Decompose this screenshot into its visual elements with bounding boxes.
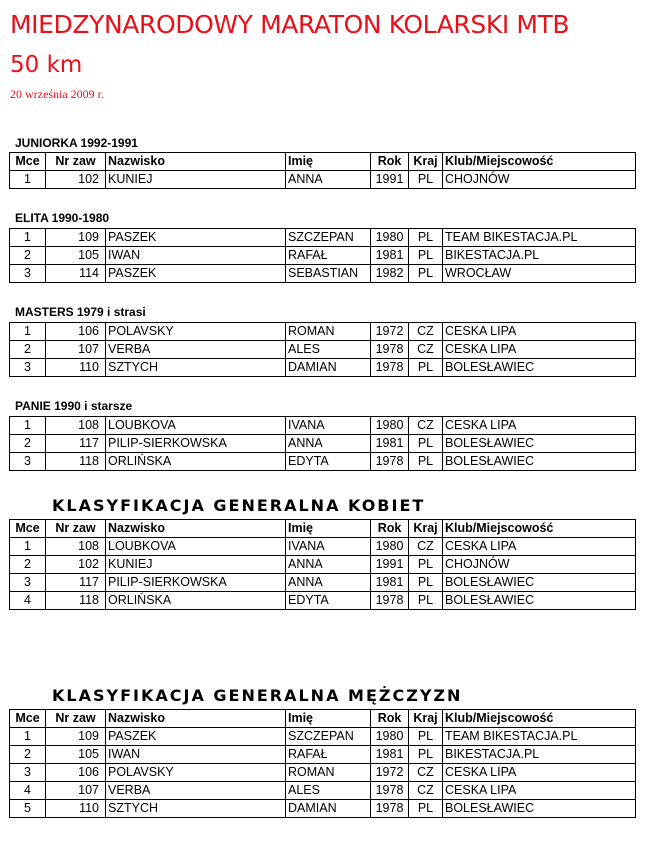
cell-country: PL <box>409 265 443 283</box>
cell-year: 1978 <box>371 800 409 818</box>
cell-first-name: SZCZEPAN <box>286 229 371 247</box>
cell-place: 1 <box>10 728 46 746</box>
cell-first-name: ALES <box>286 341 371 359</box>
cell-year: 1991 <box>371 171 409 189</box>
cell-club: BOLESŁAWIEC <box>443 592 636 610</box>
table-row <box>10 359 636 377</box>
cell-year: 1981 <box>371 247 409 265</box>
cell-year: 1991 <box>371 556 409 574</box>
cell-year: 1981 <box>371 574 409 592</box>
cell-first-name: IVANA <box>286 417 371 435</box>
table-header-row <box>10 153 636 171</box>
cell-first-name: ROMAN <box>286 323 371 341</box>
cell-surname: PILIP-SIERKOWSKA <box>106 574 286 592</box>
cell-club: CESKA LIPA <box>443 538 636 556</box>
cell-country: PL <box>409 728 443 746</box>
cell-club: WROCŁAW <box>443 265 636 283</box>
cell-surname: PASZEK <box>106 728 286 746</box>
column-header-year: Rok <box>371 710 409 728</box>
column-header-first-name: Imię <box>286 710 371 728</box>
section-caption-general-men: KLASYFIKACJA GENERALNA MĘŻCZYZN <box>52 686 463 705</box>
table-row <box>10 800 636 818</box>
cell-first-name: DAMIAN <box>286 800 371 818</box>
cell-first-name: RAFAŁ <box>286 746 371 764</box>
cell-number: 106 <box>46 764 106 782</box>
cell-place: 1 <box>10 417 46 435</box>
cell-place: 2 <box>10 556 46 574</box>
cell-club: TEAM BIKESTACJA.PL <box>443 728 636 746</box>
cell-number: 105 <box>46 746 106 764</box>
cell-country: PL <box>409 574 443 592</box>
column-header-place: Mce <box>10 153 46 171</box>
race-date: 20 września 2009 r. <box>10 87 104 101</box>
table-row <box>10 323 636 341</box>
column-header-number: Nr zaw <box>46 710 106 728</box>
results-table-masters <box>9 322 636 377</box>
cell-place: 4 <box>10 592 46 610</box>
cell-first-name: EDYTA <box>286 453 371 471</box>
table-header-row <box>10 520 636 538</box>
cell-club: CHOJNÓW <box>443 171 636 189</box>
cell-year: 1980 <box>371 229 409 247</box>
column-header-country: Kraj <box>409 520 443 538</box>
cell-number: 102 <box>46 171 106 189</box>
cell-place: 1 <box>10 323 46 341</box>
cell-year: 1980 <box>371 728 409 746</box>
cell-year: 1980 <box>371 417 409 435</box>
cell-country: CZ <box>409 782 443 800</box>
cell-club: TEAM BIKESTACJA.PL <box>443 229 636 247</box>
cell-surname: KUNIEJ <box>106 556 286 574</box>
results-table-general-men <box>9 709 636 818</box>
cell-country: PL <box>409 746 443 764</box>
table-row <box>10 782 636 800</box>
page-title: MIEDZYNARODOWY MARATON KOLARSKI MTB <box>10 10 570 39</box>
cell-number: 109 <box>46 728 106 746</box>
table-row <box>10 746 636 764</box>
column-header-year: Rok <box>371 153 409 171</box>
cell-club: BOLESŁAWIEC <box>443 574 636 592</box>
table-row <box>10 229 636 247</box>
cell-year: 1981 <box>371 746 409 764</box>
column-header-surname: Nazwisko <box>106 153 286 171</box>
column-header-place: Mce <box>10 710 46 728</box>
cell-place: 3 <box>10 574 46 592</box>
section-caption-elita: ELITA 1990-1980 <box>15 211 110 225</box>
cell-surname: POLAVSKY <box>106 764 286 782</box>
cell-year: 1978 <box>371 341 409 359</box>
cell-number: 117 <box>46 435 106 453</box>
cell-club: BOLESŁAWIEC <box>443 435 636 453</box>
cell-place: 2 <box>10 435 46 453</box>
table-row <box>10 728 636 746</box>
cell-number: 102 <box>46 556 106 574</box>
cell-surname: POLAVSKY <box>106 323 286 341</box>
cell-surname: PASZEK <box>106 229 286 247</box>
cell-country: PL <box>409 556 443 574</box>
cell-surname: LOUBKOVA <box>106 417 286 435</box>
column-header-club: Klub/Miejscowość <box>443 153 636 171</box>
column-header-year: Rok <box>371 520 409 538</box>
table-header-row <box>10 710 636 728</box>
race-distance: 50 km <box>10 52 83 78</box>
cell-country: PL <box>409 453 443 471</box>
cell-place: 2 <box>10 341 46 359</box>
results-table-panie <box>9 416 636 471</box>
cell-club: CHOJNÓW <box>443 556 636 574</box>
table-row <box>10 171 636 189</box>
cell-country: PL <box>409 171 443 189</box>
cell-place: 5 <box>10 800 46 818</box>
cell-surname: VERBA <box>106 782 286 800</box>
cell-year: 1982 <box>371 265 409 283</box>
cell-club: BIKESTACJA.PL <box>443 247 636 265</box>
cell-first-name: SZCZEPAN <box>286 728 371 746</box>
table-row <box>10 417 636 435</box>
cell-surname: IWAN <box>106 247 286 265</box>
column-header-surname: Nazwisko <box>106 520 286 538</box>
cell-first-name: SEBASTIAN <box>286 265 371 283</box>
column-header-surname: Nazwisko <box>106 710 286 728</box>
cell-number: 108 <box>46 538 106 556</box>
cell-club: CESKA LIPA <box>443 764 636 782</box>
cell-country: CZ <box>409 538 443 556</box>
cell-club: CESKA LIPA <box>443 323 636 341</box>
cell-club: BOLESŁAWIEC <box>443 800 636 818</box>
cell-country: PL <box>409 435 443 453</box>
cell-country: PL <box>409 359 443 377</box>
column-header-first-name: Imię <box>286 153 371 171</box>
cell-year: 1978 <box>371 782 409 800</box>
table-row <box>10 435 636 453</box>
cell-surname: VERBA <box>106 341 286 359</box>
cell-year: 1978 <box>371 359 409 377</box>
column-header-country: Kraj <box>409 153 443 171</box>
cell-surname: SZTYCH <box>106 359 286 377</box>
cell-number: 118 <box>46 453 106 471</box>
cell-first-name: ANNA <box>286 556 371 574</box>
cell-number: 107 <box>46 782 106 800</box>
cell-number: 105 <box>46 247 106 265</box>
cell-surname: IWAN <box>106 746 286 764</box>
table-row <box>10 556 636 574</box>
cell-number: 109 <box>46 229 106 247</box>
results-table-elita <box>9 228 636 283</box>
cell-place: 2 <box>10 247 46 265</box>
cell-club: CESKA LIPA <box>443 782 636 800</box>
results-table-juniorka <box>9 152 636 189</box>
cell-place: 1 <box>10 229 46 247</box>
cell-surname: KUNIEJ <box>106 171 286 189</box>
cell-country: PL <box>409 592 443 610</box>
cell-surname: SZTYCH <box>106 800 286 818</box>
cell-surname: LOUBKOVA <box>106 538 286 556</box>
section-caption-masters: MASTERS 1979 i strasi <box>15 305 146 319</box>
cell-club: CESKA LIPA <box>443 341 636 359</box>
cell-year: 1972 <box>371 323 409 341</box>
table-row <box>10 538 636 556</box>
cell-number: 107 <box>46 341 106 359</box>
cell-first-name: ANNA <box>286 171 371 189</box>
cell-place: 3 <box>10 359 46 377</box>
cell-year: 1972 <box>371 764 409 782</box>
cell-place: 3 <box>10 265 46 283</box>
cell-place: 2 <box>10 746 46 764</box>
cell-number: 110 <box>46 800 106 818</box>
cell-place: 3 <box>10 764 46 782</box>
table-row <box>10 764 636 782</box>
cell-number: 118 <box>46 592 106 610</box>
section-caption-panie: PANIE 1990 i starsze <box>15 399 133 413</box>
cell-country: CZ <box>409 764 443 782</box>
column-header-place: Mce <box>10 520 46 538</box>
section-caption-juniorka: JUNIORKA 1992-1991 <box>15 136 138 150</box>
cell-country: PL <box>409 247 443 265</box>
cell-country: PL <box>409 800 443 818</box>
column-header-number: Nr zaw <box>46 153 106 171</box>
cell-country: CZ <box>409 323 443 341</box>
column-header-number: Nr zaw <box>46 520 106 538</box>
table-row <box>10 341 636 359</box>
cell-number: 108 <box>46 417 106 435</box>
cell-first-name: ALES <box>286 782 371 800</box>
cell-first-name: ANNA <box>286 574 371 592</box>
cell-club: BIKESTACJA.PL <box>443 746 636 764</box>
table-row <box>10 247 636 265</box>
cell-surname: ORLIŃSKA <box>106 592 286 610</box>
cell-country: CZ <box>409 341 443 359</box>
cell-club: BOLESŁAWIEC <box>443 453 636 471</box>
cell-year: 1980 <box>371 538 409 556</box>
cell-surname: PILIP-SIERKOWSKA <box>106 435 286 453</box>
cell-country: CZ <box>409 417 443 435</box>
cell-place: 4 <box>10 782 46 800</box>
table-row <box>10 574 636 592</box>
column-header-first-name: Imię <box>286 520 371 538</box>
table-row <box>10 265 636 283</box>
cell-first-name: IVANA <box>286 538 371 556</box>
column-header-club: Klub/Miejscowość <box>443 710 636 728</box>
cell-place: 1 <box>10 171 46 189</box>
results-table-general-women <box>9 519 636 610</box>
column-header-country: Kraj <box>409 710 443 728</box>
cell-club: CESKA LIPA <box>443 417 636 435</box>
cell-first-name: EDYTA <box>286 592 371 610</box>
cell-place: 3 <box>10 453 46 471</box>
cell-country: PL <box>409 229 443 247</box>
cell-surname: ORLIŃSKA <box>106 453 286 471</box>
cell-place: 1 <box>10 538 46 556</box>
cell-first-name: ANNA <box>286 435 371 453</box>
cell-club: BOLESŁAWIEC <box>443 359 636 377</box>
cell-number: 117 <box>46 574 106 592</box>
cell-year: 1978 <box>371 592 409 610</box>
cell-first-name: RAFAŁ <box>286 247 371 265</box>
cell-number: 114 <box>46 265 106 283</box>
column-header-club: Klub/Miejscowość <box>443 520 636 538</box>
cell-first-name: DAMIAN <box>286 359 371 377</box>
cell-number: 110 <box>46 359 106 377</box>
section-caption-general-women: KLASYFIKACJA GENERALNA KOBIET <box>52 496 426 515</box>
cell-first-name: ROMAN <box>286 764 371 782</box>
cell-year: 1981 <box>371 435 409 453</box>
table-row <box>10 453 636 471</box>
cell-number: 106 <box>46 323 106 341</box>
cell-year: 1978 <box>371 453 409 471</box>
table-row <box>10 592 636 610</box>
cell-surname: PASZEK <box>106 265 286 283</box>
